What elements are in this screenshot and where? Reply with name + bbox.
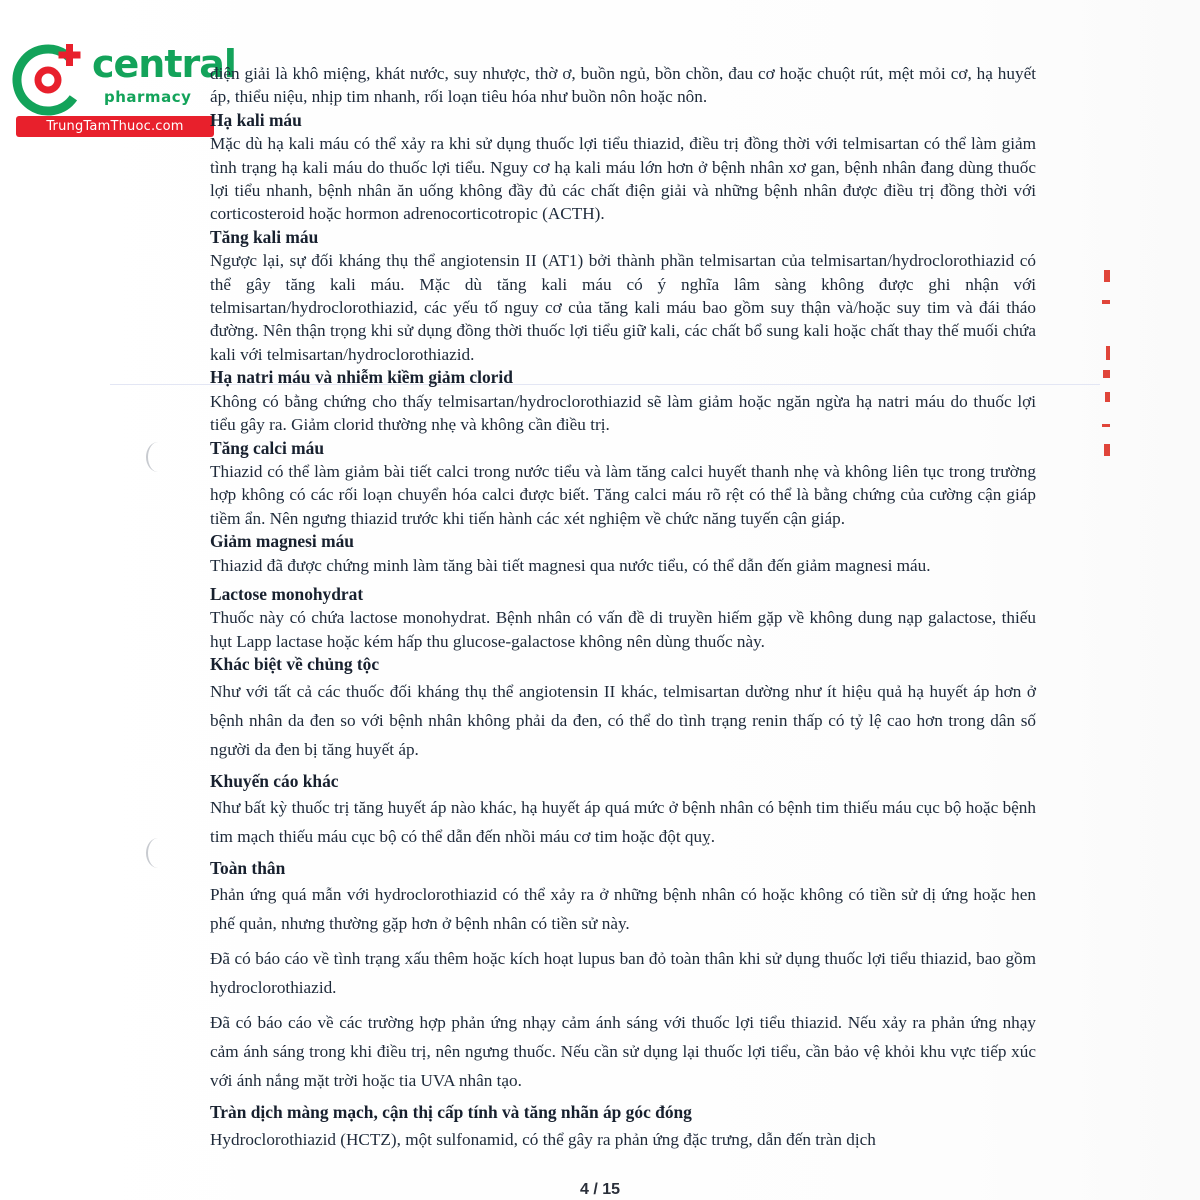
section-heading: Khác biệt về chủng tộc <box>210 654 380 675</box>
margin-stamp-mark <box>1104 270 1110 282</box>
margin-stamp-mark <box>1104 444 1110 456</box>
margin-stamp-mark <box>1105 392 1110 402</box>
intro-paragraph: điện giải là khô miệng, khát nước, suy nhược, thờ ơ, buồn ngủ, bồn chồn, đau cơ hoặc chuột rút, mệt mỏi cơ, hạ huyết áp, thiểu niệu, nhịp tim nhanh, rối loạn tiêu hóa như buồn nôn hoặc nôn. <box>210 64 1036 107</box>
brand-url[interactable]: TrungTamThuoc.com <box>16 116 214 137</box>
section-heading: Hạ natri máu và nhiễm kiềm giảm clorid <box>210 367 513 388</box>
punch-hole-mark <box>146 838 170 868</box>
section-paragraph: Đã có báo cáo về tình trạng xấu thêm hoặc kích hoạt lupus ban đỏ toàn thân khi sử dụng thuốc lợi tiểu thiazid, bao gồm hydroclorothiazid. <box>210 949 1036 998</box>
section-heading: Tăng calci máu <box>210 437 325 458</box>
page-number: 4 / 15 <box>579 1181 621 1198</box>
section-paragraph: Thiazid có thể làm giảm bài tiết calci trong nước tiểu và làm tăng calci huyết thanh nhẹ và không liên tục trong trường hợp không có các rối loạn chuyển hóa calci được biết. Tăng calci máu rõ rệt có thể là bằng chứng của cường cận giáp tiềm ẩn. Nên ngưng thiazid trước khi tiến hành các xét nghiệm về chức năng tuyến cận giáp. <box>210 461 1036 528</box>
margin-stamp-mark <box>1102 424 1110 427</box>
section-paragraph: Phản ứng quá mẫn với hydroclorothiazid có thể xảy ra ở những bệnh nhân có hoặc không có tiền sử dị ứng hoặc hen phế quản, nhưng thường gặp hơn ở bệnh nhân có tiền sử này. <box>210 885 1036 934</box>
section-heading: Tăng kali máu <box>210 226 319 247</box>
section-paragraph: Như với tất cả các thuốc đối kháng thụ thể angiotensin II khác, telmisartan dường như ít hiệu quả hạ huyết áp hơn ở bệnh nhân da đen so với bệnh nhân không phải da đen, có thể do tình trạng renin thấp có tỷ lệ cao hơn trong dân số người da đen bị tăng huyết áp. <box>210 681 1036 759</box>
brand-subtitle: pharmacy <box>104 88 192 106</box>
section-heading: Toàn thân <box>210 857 286 878</box>
section-paragraph: Không có bằng chứng cho thấy telmisartan/hydroclorothiazid sẽ làm giảm hoặc ngăn ngừa hạ natri máu do thuốc lợi tiểu gây ra. Giảm clorid thường nhẹ và không cần điều trị. <box>210 391 1036 435</box>
document-body <box>210 62 1036 1154</box>
punch-hole-mark <box>146 442 170 472</box>
section-paragraph: Thiazid đã được chứng minh làm tăng bài tiết magnesi qua nước tiểu, có thể dẫn đến giảm magnesi máu. <box>210 555 931 575</box>
brand-logo[interactable] <box>10 36 236 140</box>
margin-stamp-mark <box>1102 300 1110 304</box>
margin-stamp-mark <box>1103 370 1110 378</box>
section-heading: Lactose monohydrat <box>210 583 364 604</box>
pharmacy-cross-icon <box>10 40 90 120</box>
section-paragraph: Đã có báo cáo về các trường hợp phản ứng nhạy cảm ánh sáng với thuốc lợi tiểu thiazid. Nếu xảy ra phản ứng nhạy cảm ánh sáng trong khi điều trị, nên ngưng thuốc. Nếu cần sử dụng lại thuốc lợi tiểu, cần bảo vệ khỏi khu vực tiếp xúc với ánh nắng mặt trời hoặc tia UVA nhân tạo. <box>210 1013 1036 1091</box>
section-heading: Khuyến cáo khác <box>210 770 339 791</box>
section-paragraph: Thuốc này có chứa lactose monohydrat. Bệnh nhân có vấn đề di truyền hiếm gặp về không dung nạp galactose, thiếu hụt Lapp lactase hoặc kém hấp thu glucose-galactose không nên dùng thuốc này. <box>210 608 1036 651</box>
section-paragraph: Như bất kỳ thuốc trị tăng huyết áp nào khác, hạ huyết áp quá mức ở bệnh nhân có bệnh tim thiếu máu cục bộ hoặc bệnh tim mạch thiếu máu cục bộ có thể dẫn đến nhồi máu cơ tim hoặc đột quỵ. <box>210 797 1036 846</box>
brand-name: central <box>92 42 236 86</box>
section-paragraph: Hydroclorothiazid (HCTZ), một sulfonamid, có thể gây ra phản ứng đặc trưng, dẫn đến tràn dịch <box>210 1129 876 1149</box>
section-paragraph: Mặc dù hạ kali máu có thể xảy ra khi sử dụng thuốc lợi tiểu thiazid, điều trị đồng thời với telmisartan có thể làm giảm tình trạng hạ kali máu do thuốc lợi tiểu. Nguy cơ hạ kali máu lớn hơn ở bệnh nhân xơ gan, bệnh nhân đang dùng thuốc lợi tiểu nhanh, bệnh nhân ăn uống không đầy đủ các chất điện giải và những bệnh nhân được điều trị đồng thời với corticosteroid hoặc hormon adrenocorticotropic (ACTH). <box>210 134 1036 224</box>
section-heading: Giảm magnesi máu <box>210 531 354 552</box>
section-heading: Tràn dịch màng mạch, cận thị cấp tính và tăng nhãn áp góc đóng <box>210 1102 692 1123</box>
section-paragraph: Ngược lại, sự đối kháng thụ thể angiotensin II (AT1) bởi thành phần telmisartan của telmisartan/hydroclorothiazid có thể gây tăng kali máu. Mặc dù tăng kali máu có ý nghĩa lâm sàng không được ghi nhận với telmisartan/hydroclorothiazid, các yếu tố nguy cơ của tăng kali máu bao gồm suy thận và/hoặc suy tim và đái tháo đường. Nên thận trọng khi sử dụng đồng thời thuốc lợi tiểu giữ kali, các chất bổ sung kali hoặc chất thay thế muối chứa kali với telmisartan/hydroclorothiazid. <box>210 251 1036 364</box>
section-heading: Hạ kali máu <box>210 109 302 130</box>
margin-stamp-mark <box>1106 346 1110 360</box>
